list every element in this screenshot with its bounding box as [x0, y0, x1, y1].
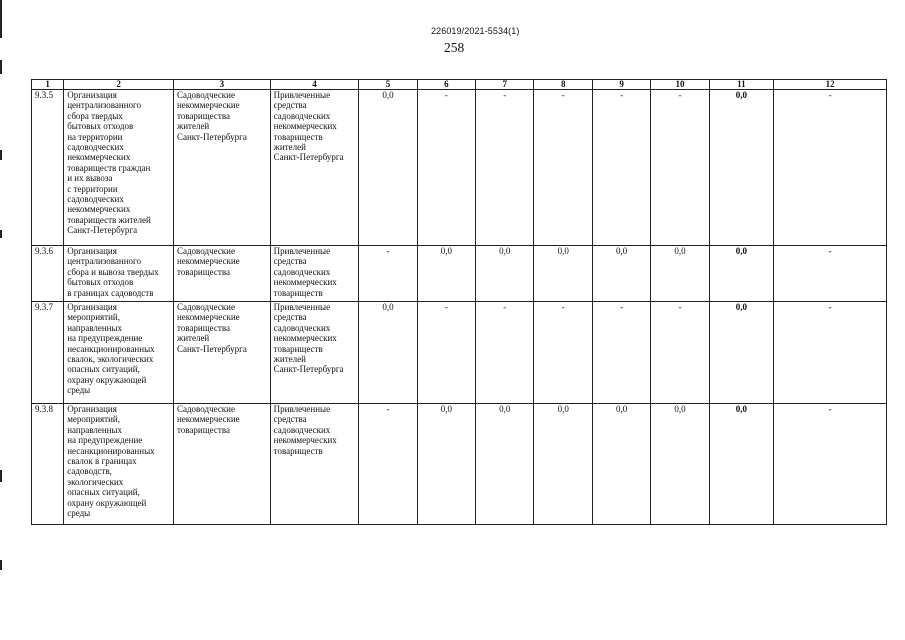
row-code: 9.3.5: [32, 90, 64, 246]
value-col10: 0,0: [651, 404, 709, 525]
table-row: [32, 404, 887, 525]
table-header-row: [32, 80, 887, 90]
value-col5: 0,0: [359, 90, 417, 246]
value-col7: -: [476, 302, 534, 404]
executor: Садоводческие некоммерческие товарищества жителей Санкт-Петербурга: [173, 302, 270, 404]
value-col12: -: [774, 302, 887, 404]
column-header: 2: [64, 80, 174, 90]
value-col8: -: [534, 302, 592, 404]
activity-name: Организация мероприятий, направленных на предупреждение несанкционированных свалок в границах садоводств, экологических опасных ситуаций, охрану окружающей среды: [64, 404, 174, 525]
value-col6: 0,0: [417, 404, 475, 525]
value-col12: -: [774, 404, 887, 525]
column-header: 5: [359, 80, 417, 90]
value-col7: 0,0: [476, 404, 534, 525]
column-header: 3: [173, 80, 270, 90]
column-header: 1: [32, 80, 64, 90]
value-col9: 0,0: [592, 404, 650, 525]
value-total: 0,0: [709, 302, 773, 404]
funding-source: Привлеченные средства садоводческих некоммерческих товариществ жителей Санкт-Петербурга: [270, 90, 359, 246]
budget-table: [31, 79, 887, 525]
value-col10: -: [651, 302, 709, 404]
value-col5: 0,0: [359, 302, 417, 404]
value-col8: -: [534, 90, 592, 246]
funding-source: Привлеченные средства садоводческих некоммерческих товариществ жителей Санкт-Петербурга: [270, 302, 359, 404]
value-col10: -: [651, 90, 709, 246]
value-col5: -: [359, 246, 417, 302]
column-header: 7: [476, 80, 534, 90]
value-col9: -: [592, 90, 650, 246]
column-header: 11: [709, 80, 773, 90]
value-col9: -: [592, 302, 650, 404]
value-total: 0,0: [709, 246, 773, 302]
table-row: [32, 90, 887, 246]
column-header: 4: [270, 80, 359, 90]
activity-name: Организация мероприятий, направленных на предупреждение несанкционированных свалок, экологических опасных ситуаций, охрану окружающей среды: [64, 302, 174, 404]
value-col12: -: [774, 90, 887, 246]
value-col6: -: [417, 90, 475, 246]
column-header: 12: [774, 80, 887, 90]
column-header: 9: [592, 80, 650, 90]
column-header: 8: [534, 80, 592, 90]
funding-source: Привлеченные средства садоводческих некоммерческих товариществ: [270, 404, 359, 525]
value-col10: 0,0: [651, 246, 709, 302]
table-row: [32, 246, 887, 302]
value-col8: 0,0: [534, 246, 592, 302]
value-col5: -: [359, 404, 417, 525]
executor: Садоводческие некоммерческие товарищества жителей Санкт-Петербурга: [173, 90, 270, 246]
executor: Садоводческие некоммерческие товарищества: [173, 246, 270, 302]
page-number: 258: [444, 40, 465, 55]
funding-source: Привлеченные средства садоводческих некоммерческих товариществ: [270, 246, 359, 302]
activity-name: Организация централизованного сбора и вывоза твердых бытовых отходов в границах садоводств: [64, 246, 174, 302]
row-code: 9.3.8: [32, 404, 64, 525]
value-col6: 0,0: [417, 246, 475, 302]
row-code: 9.3.7: [32, 302, 64, 404]
executor: Садоводческие некоммерческие товарищества: [173, 404, 270, 525]
column-header: 6: [417, 80, 475, 90]
value-col9: 0,0: [592, 246, 650, 302]
scan-edge-marks: [0, 0, 6, 640]
document-id: 226019/2021-5534(1): [431, 26, 520, 36]
value-col8: 0,0: [534, 404, 592, 525]
value-total: 0,0: [709, 90, 773, 246]
row-code: 9.3.6: [32, 246, 64, 302]
value-col7: -: [476, 90, 534, 246]
value-total: 0,0: [709, 404, 773, 525]
value-col7: 0,0: [476, 246, 534, 302]
value-col6: -: [417, 302, 475, 404]
column-header: 10: [651, 80, 709, 90]
activity-name: Организация централизованного сбора твердых бытовых отходов на территории садоводческих некоммерческих товариществ граждан и их вывоза с территории садоводческих некоммерческих товариществ жителей Санкт-Петербурга: [64, 90, 174, 246]
table-row: [32, 302, 887, 404]
value-col12: -: [774, 246, 887, 302]
